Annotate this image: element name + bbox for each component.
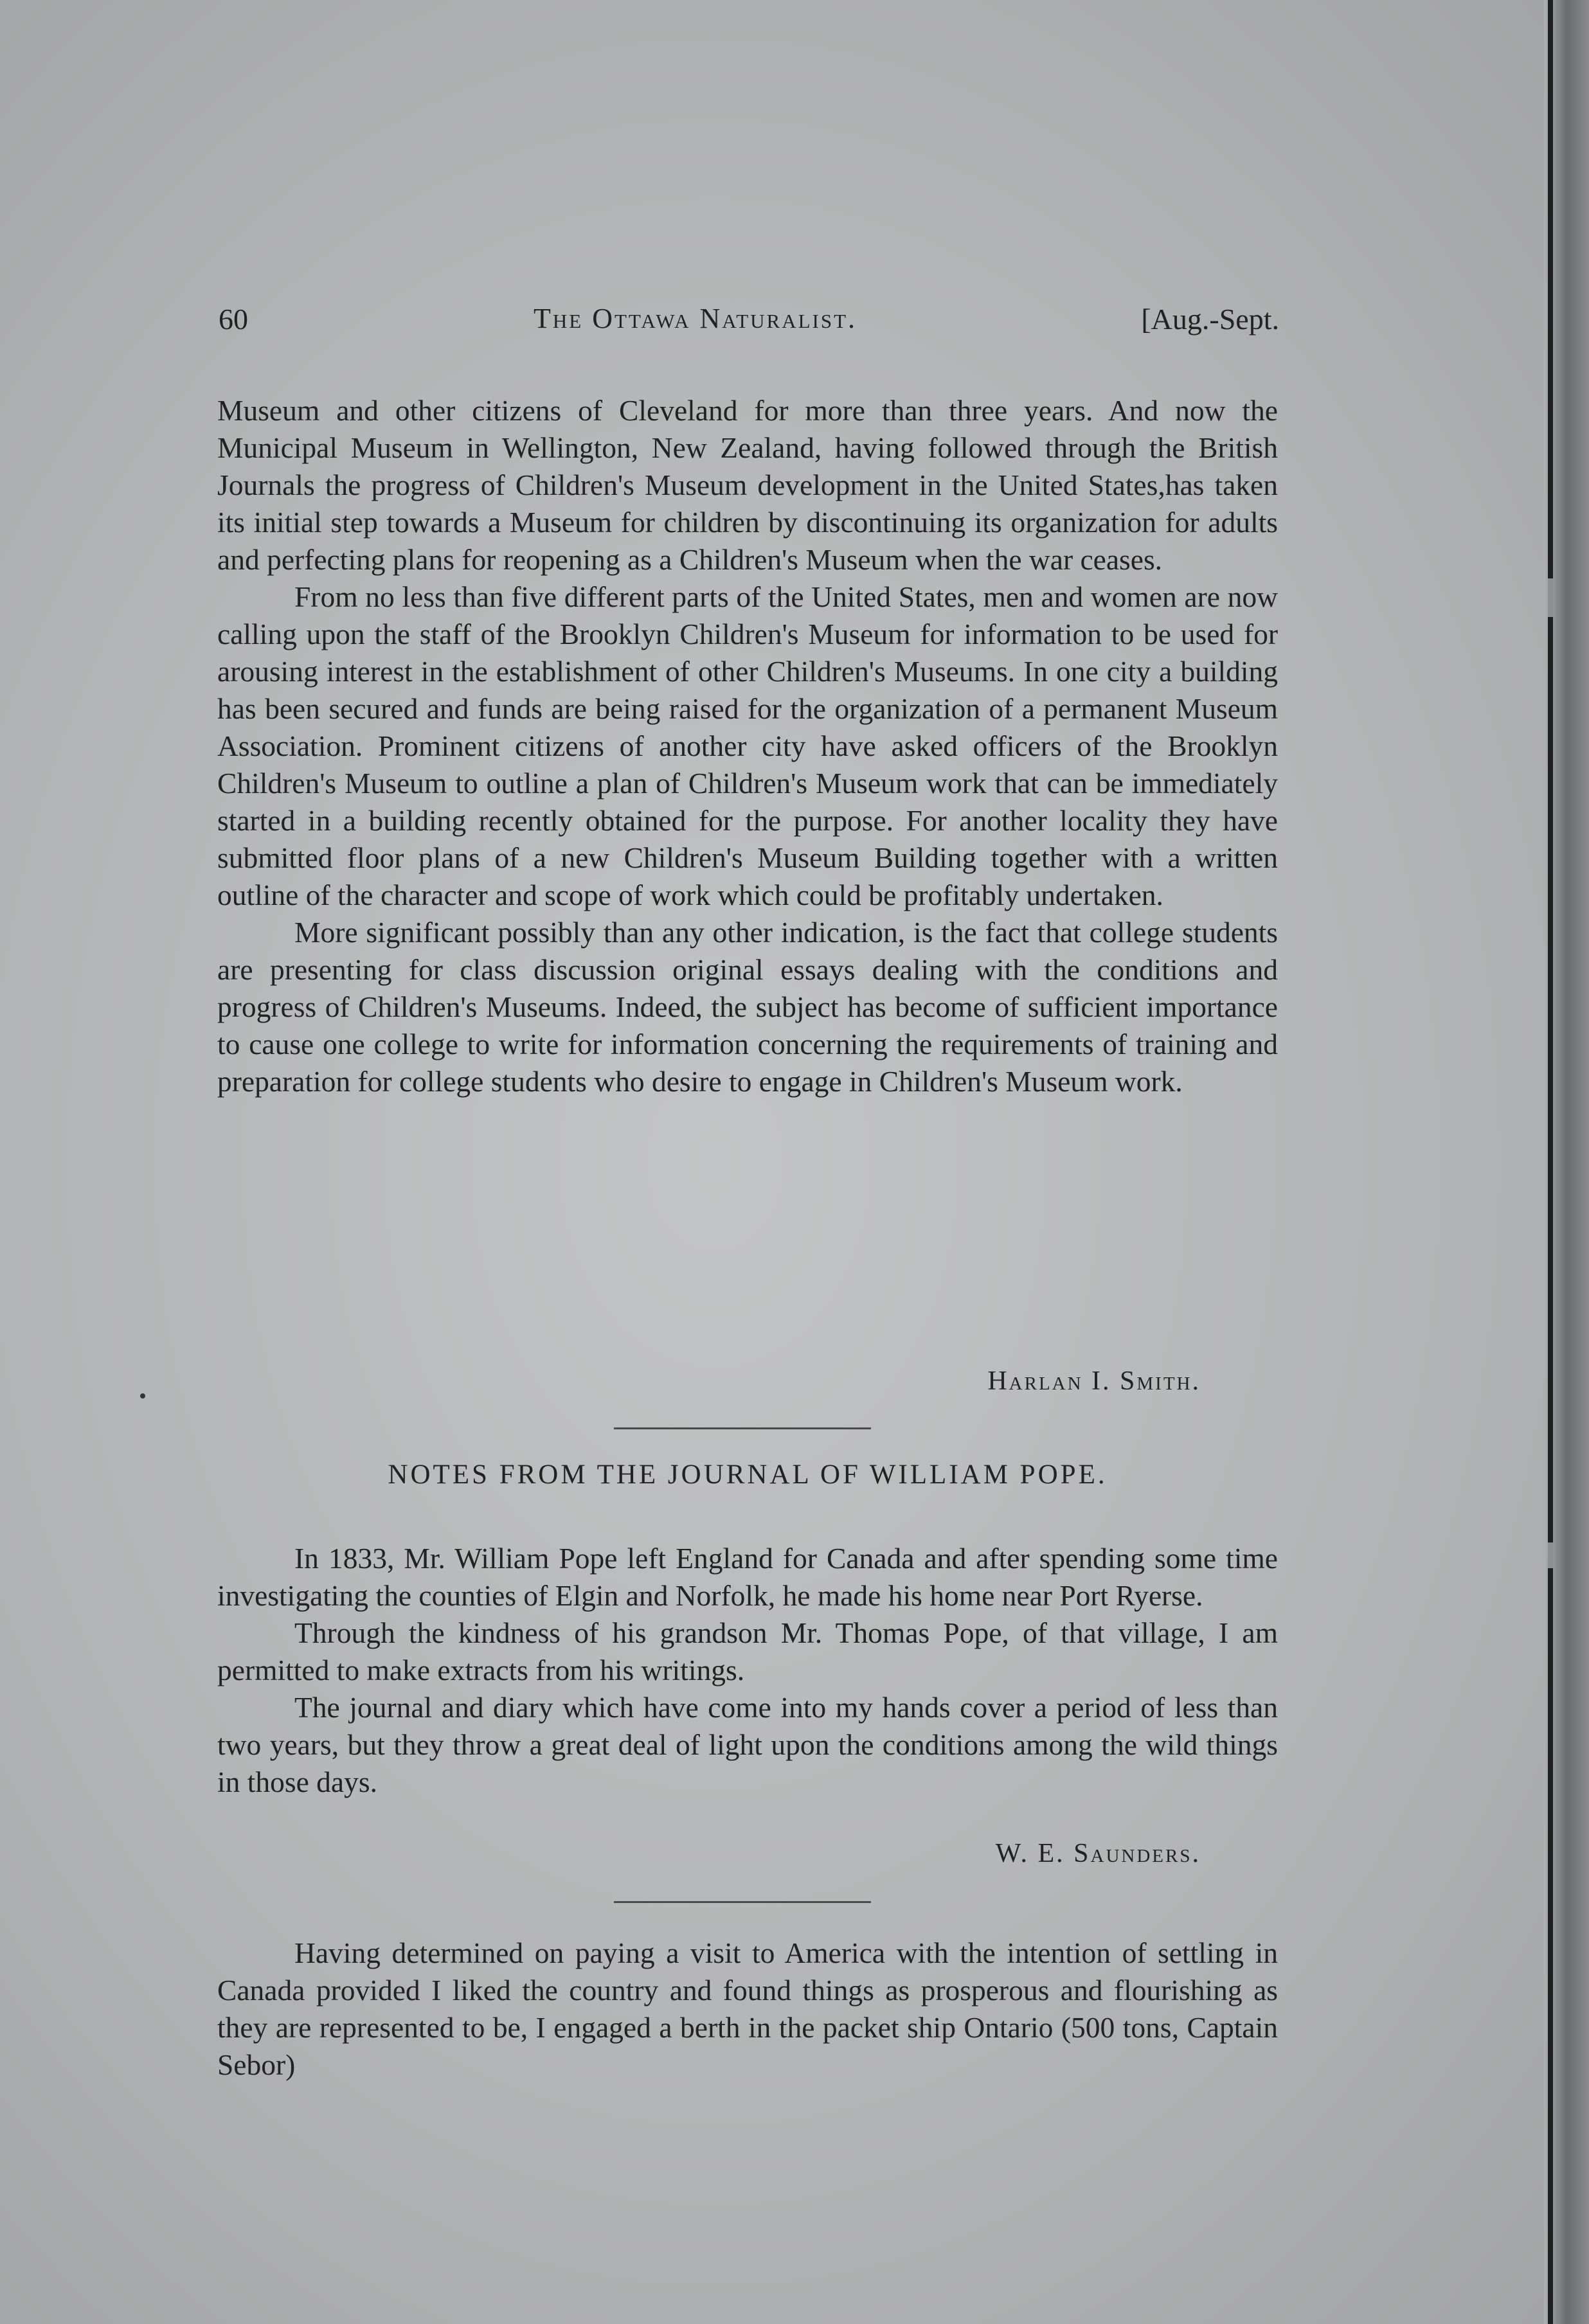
- running-header: [219, 302, 1279, 353]
- paragraph: In 1833, Mr. William Pope left England for Canada and after spending some time investigating the counties of Elgin and Norfolk, he made his home near Port Ryerse.: [217, 1542, 1278, 1612]
- binding-rule-gap: [1548, 578, 1553, 617]
- issue-date: [Aug.-Sept.: [1141, 303, 1279, 335]
- ink-speck: [140, 1393, 145, 1399]
- article-heading: NOTES FROM THE JOURNAL OF WILLIAM POPE.: [388, 1460, 1108, 1490]
- paragraph: From no less than five different parts of the United States, men and women are now calling upon the staff of the Brooklyn Children's Museum for information to be used for arousing interest in the establishment of other Children's Museums. In one city a building has been secured and funds are being raised for the organization of a permanent Museum Association. Prominent citizens of another city have asked officers of the Brooklyn Children's Museum to outline a plan of Children's Museum work that can be immediately started in a building recently obtained for the purpose. For another locality they have submitted floor plans of a new Children's Museum Building together with a written outline of the character and scope of work which could be profitably undertaken.: [217, 580, 1278, 911]
- author-signature: W. E. Saunders.: [995, 1839, 1201, 1868]
- page-number: 60: [219, 303, 248, 335]
- section-divider: [614, 1901, 871, 1903]
- article-intro-william-pope: [217, 1540, 1278, 1801]
- paragraph: Museum and other citizens of Cleveland for more than three years. And now the Municipal Museum in Wellington, New Zealand, having followed through the British Journals the progress of Children's Museum development in the United States,has taken its initial step towards a Museum for children by discontinuing its organization for adults and perfecting plans for reopening as a Children's Museum when the war ceases.: [217, 394, 1278, 576]
- binding-rule-gap: [1548, 1542, 1553, 1568]
- paragraph: Through the kindness of his grandson Mr. Thomas Pope, of that village, I am permitted to make extracts from his writings.: [217, 1616, 1278, 1686]
- paragraph: The journal and diary which have come into my hands cover a period of less than two years, but they throw a great deal of light upon the conditions among the wild things in those days.: [217, 1691, 1278, 1798]
- binding-rule: [1548, 0, 1553, 2324]
- article-childrens-museums: [217, 392, 1278, 1100]
- paragraph: Having determined on paying a visit to America with the intention of settling in Canada provided I liked the country and found things as prosperous and flourishing as they are represented to be, I engaged a berth in the packet ship Ontario (500 tons, Captain Sebor): [217, 1936, 1278, 2081]
- paragraph: More significant possibly than any other indication, is the fact that college students are presenting for class discussion original essays dealing with the conditions and progress of Children's Museums. Indeed, the subject has become of sufficient importance to cause one college to write for information concerning the requirements of training and preparation for college students who desire to engage in Children's Museum work.: [217, 916, 1278, 1098]
- running-title: The Ottawa Naturalist.: [534, 303, 857, 334]
- section-divider: [614, 1427, 871, 1429]
- author-signature: Harlan I. Smith.: [987, 1366, 1201, 1396]
- journal-extract: [217, 1935, 1278, 2084]
